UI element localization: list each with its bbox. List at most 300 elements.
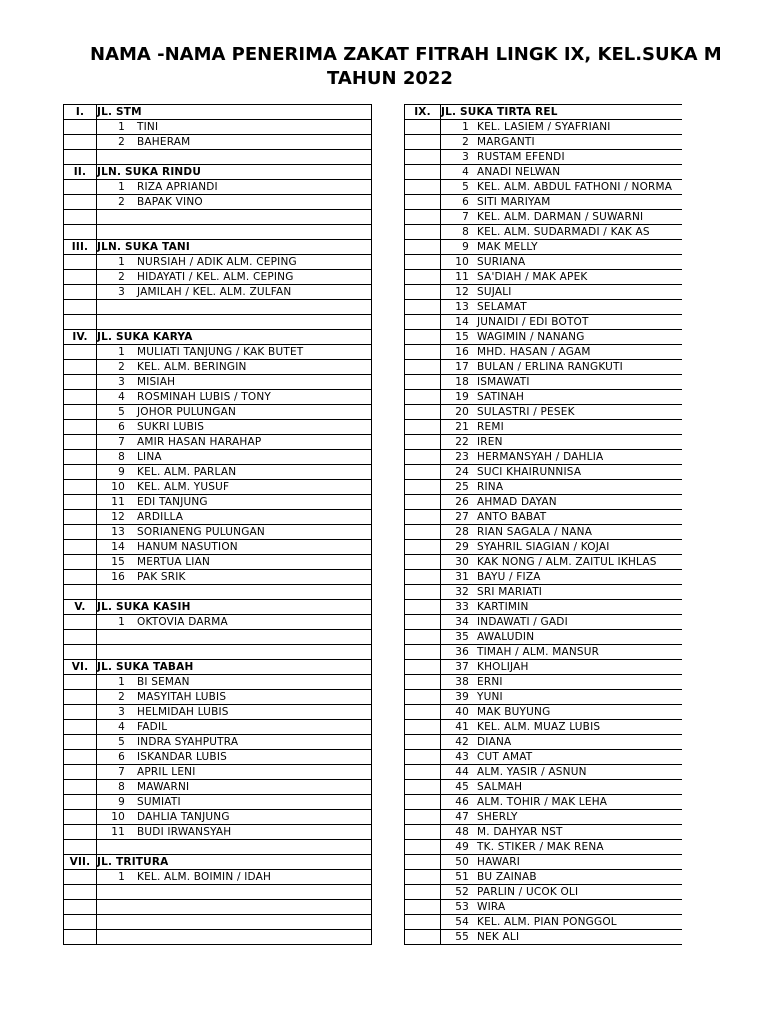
table-row	[64, 345, 683, 360]
right-entry	[441, 465, 683, 480]
right-section-number	[405, 225, 441, 240]
table-row	[64, 240, 683, 255]
left-roman: IV.	[72, 331, 88, 343]
table-row	[64, 390, 683, 405]
left-entry-number: 8	[118, 781, 125, 793]
right-entry-name: KHOLIJAH	[477, 661, 529, 673]
left-entry	[97, 420, 372, 435]
right-entry-name: SYAHRIL SIAGIAN / KOJAI	[477, 541, 610, 553]
left-entry	[97, 120, 372, 135]
left-street-heading: JLN. SUKA TANI	[97, 241, 191, 253]
right-entry-number: 23	[455, 451, 469, 463]
right-entry	[441, 135, 683, 150]
left-entry	[97, 525, 372, 540]
table-row	[64, 600, 683, 615]
right-section-number	[405, 525, 441, 540]
table-row	[64, 780, 683, 795]
right-section-number	[405, 285, 441, 300]
table-row	[64, 525, 683, 540]
right-entry	[441, 345, 683, 360]
left-entry	[97, 540, 372, 555]
right-entry-name: MAK MELLY	[477, 241, 538, 253]
left-entry-name: APRIL LENI	[137, 766, 196, 778]
left-entry-number: 16	[111, 571, 125, 583]
right-section-number	[405, 540, 441, 555]
table-row	[64, 135, 683, 150]
right-entry-name: KEL. ALM. DARMAN / SUWARNI	[477, 211, 644, 223]
column-gap	[372, 600, 405, 615]
right-entry-number: 7	[462, 211, 469, 223]
left-entry	[97, 345, 372, 360]
right-entry-number: 27	[455, 511, 469, 523]
table-row	[64, 510, 683, 525]
left-section-number	[64, 570, 97, 585]
left-entry	[97, 435, 372, 450]
left-roman: VII.	[69, 856, 91, 868]
column-gap	[372, 825, 405, 840]
left-section-number	[64, 330, 97, 345]
left-entry	[97, 690, 372, 705]
left-section-number	[64, 555, 97, 570]
left-entry	[97, 240, 372, 255]
left-entry	[97, 390, 372, 405]
column-gap	[372, 555, 405, 570]
right-entry-number: 26	[455, 496, 469, 508]
right-section-number	[405, 570, 441, 585]
left-section-number	[64, 150, 97, 165]
table-row	[64, 405, 683, 420]
column-gap	[372, 750, 405, 765]
left-entry-name: LINA	[137, 451, 162, 463]
right-entry-number: 16	[455, 346, 469, 358]
left-roman: III.	[71, 241, 89, 253]
column-gap	[372, 195, 405, 210]
column-gap	[372, 465, 405, 480]
right-entry	[441, 450, 683, 465]
right-section-number	[405, 660, 441, 675]
right-entry-number: 31	[455, 571, 469, 583]
recipient-table	[63, 104, 682, 945]
column-gap	[372, 840, 405, 855]
left-section-number	[64, 660, 97, 675]
left-entry	[97, 180, 372, 195]
right-section-number	[405, 330, 441, 345]
right-entry	[441, 330, 683, 345]
column-gap	[372, 120, 405, 135]
right-entry-number: 13	[455, 301, 469, 313]
left-entry	[97, 330, 372, 345]
right-entry	[441, 105, 683, 120]
right-entry-number: 47	[455, 811, 469, 823]
left-entry-number: 6	[118, 751, 125, 763]
right-section-number	[405, 600, 441, 615]
left-entry	[97, 735, 372, 750]
left-entry-number: 6	[118, 421, 125, 433]
right-section-number	[405, 855, 441, 870]
table-row	[64, 225, 683, 240]
left-roman: II.	[73, 166, 87, 178]
right-entry	[441, 540, 683, 555]
table-row	[64, 165, 683, 180]
right-entry	[441, 240, 683, 255]
table-row	[64, 465, 683, 480]
table-row	[64, 915, 683, 930]
table-row	[64, 675, 683, 690]
left-section-number	[64, 855, 97, 870]
left-entry-number: 8	[118, 451, 125, 463]
right-entry-name: TK. STIKER / MAK RENA	[477, 841, 604, 853]
left-section-number	[64, 420, 97, 435]
left-section-number	[64, 255, 97, 270]
column-gap	[372, 390, 405, 405]
column-gap	[372, 540, 405, 555]
left-section-number	[64, 180, 97, 195]
left-entry-name: AMIR HASAN HARAHAP	[137, 436, 262, 448]
table-row	[64, 375, 683, 390]
left-entry-number: 12	[111, 511, 125, 523]
right-entry-number: 4	[462, 166, 469, 178]
right-section-number	[405, 930, 441, 945]
right-entry-name: HAWARI	[477, 856, 521, 868]
table-row	[64, 300, 683, 315]
right-entry	[441, 630, 683, 645]
table-row	[64, 105, 683, 120]
right-entry-name: BULAN / ERLINA RANGKUTI	[477, 361, 623, 373]
column-gap	[372, 330, 405, 345]
table-row	[64, 930, 683, 945]
left-street-heading: JL. TRITURA	[97, 856, 169, 868]
right-entry-number: 28	[455, 526, 469, 538]
left-entry	[97, 900, 372, 915]
right-entry	[441, 765, 683, 780]
right-section-number	[405, 150, 441, 165]
column-gap	[372, 165, 405, 180]
left-entry-name: BAHERAM	[137, 136, 191, 148]
left-entry-number: 11	[111, 826, 125, 838]
table-row	[64, 660, 683, 675]
right-entry	[441, 435, 683, 450]
left-entry	[97, 165, 372, 180]
left-entry-number: 14	[111, 541, 125, 553]
table-row	[64, 195, 683, 210]
right-entry	[441, 255, 683, 270]
right-entry-number: 39	[455, 691, 469, 703]
right-entry-name: RIAN SAGALA / NANA	[477, 526, 593, 538]
left-section-number	[64, 630, 97, 645]
table-row	[64, 870, 683, 885]
left-section-number	[64, 930, 97, 945]
table-row	[64, 630, 683, 645]
column-gap	[372, 270, 405, 285]
column-gap	[372, 720, 405, 735]
left-entry	[97, 780, 372, 795]
right-section-number	[405, 840, 441, 855]
left-entry-number: 2	[118, 196, 125, 208]
right-section-number	[405, 825, 441, 840]
left-entry-name: EDI TANJUNG	[137, 496, 208, 508]
right-entry-name: KARTIMIN	[477, 601, 529, 613]
left-entry	[97, 705, 372, 720]
right-section-number	[405, 450, 441, 465]
right-entry-number: 44	[455, 766, 469, 778]
left-section-number	[64, 525, 97, 540]
left-street-heading: JL. SUKA TABAH	[97, 661, 194, 673]
left-section-number	[64, 825, 97, 840]
left-entry-number: 3	[118, 376, 125, 388]
left-section-number	[64, 405, 97, 420]
right-entry-name: HERMANSYAH / DAHLIA	[477, 451, 604, 463]
right-section-number	[405, 750, 441, 765]
right-entry-number: 10	[455, 256, 469, 268]
left-section-number	[64, 120, 97, 135]
left-section-number	[64, 600, 97, 615]
left-entry-number: 11	[111, 496, 125, 508]
right-entry-name: CUT AMAT	[477, 751, 533, 763]
right-entry-number: 3	[462, 151, 469, 163]
left-entry	[97, 465, 372, 480]
left-section-number	[64, 870, 97, 885]
table-row	[64, 255, 683, 270]
left-entry	[97, 135, 372, 150]
right-entry-name: KEL. ALM. MUAZ LUBIS	[477, 721, 601, 733]
column-gap	[372, 675, 405, 690]
right-entry-number: 49	[455, 841, 469, 853]
left-entry-name: NURSIAH / ADIK ALM. CEPING	[137, 256, 297, 268]
right-entry	[441, 735, 683, 750]
right-section-number	[405, 735, 441, 750]
left-entry-name: ARDILLA	[137, 511, 184, 523]
right-entry-name: DIANA	[477, 736, 512, 748]
right-entry-name: YUNI	[477, 691, 503, 703]
table-row	[64, 645, 683, 660]
right-section-number	[405, 900, 441, 915]
column-gap	[372, 570, 405, 585]
left-entry	[97, 105, 372, 120]
right-entry-name: AHMAD DAYAN	[477, 496, 557, 508]
right-section-number	[405, 255, 441, 270]
left-section-number	[64, 480, 97, 495]
left-entry-name: KEL. ALM. BOIMIN / IDAH	[137, 871, 272, 883]
table-row	[64, 705, 683, 720]
left-entry-name: MULIATI TANJUNG / KAK BUTET	[137, 346, 304, 358]
table-row	[64, 750, 683, 765]
column-gap	[372, 150, 405, 165]
table-row	[64, 585, 683, 600]
column-gap	[372, 495, 405, 510]
right-section-number	[405, 555, 441, 570]
right-entry-name: SALMAH	[477, 781, 523, 793]
left-entry	[97, 510, 372, 525]
left-entry-number: 1	[118, 346, 125, 358]
column-gap	[372, 240, 405, 255]
column-gap	[372, 285, 405, 300]
column-gap	[372, 765, 405, 780]
right-entry-number: 48	[455, 826, 469, 838]
right-entry	[441, 360, 683, 375]
right-entry-name: KEL. ALM. PIAN PONGGOL	[477, 916, 617, 928]
right-entry-number: 37	[455, 661, 469, 673]
column-gap	[372, 795, 405, 810]
left-entry-name: MERTUA LIAN	[137, 556, 211, 568]
left-section-number	[64, 195, 97, 210]
right-entry-number: 25	[455, 481, 469, 493]
left-section-number	[64, 240, 97, 255]
left-entry-name: PAK SRIK	[137, 571, 186, 583]
table-row	[64, 855, 683, 870]
right-entry	[441, 555, 683, 570]
right-entry-number: 43	[455, 751, 469, 763]
left-entry	[97, 405, 372, 420]
right-entry-name: AWALUDIN	[477, 631, 535, 643]
right-entry-name: BAYU / FIZA	[477, 571, 541, 583]
column-gap	[372, 735, 405, 750]
left-entry	[97, 555, 372, 570]
right-section-number	[405, 615, 441, 630]
right-entry-name: MARGANTI	[477, 136, 535, 148]
right-entry	[441, 675, 683, 690]
column-gap	[372, 435, 405, 450]
right-section-number	[405, 780, 441, 795]
table-row	[64, 450, 683, 465]
left-entry-name: ISKANDAR LUBIS	[137, 751, 227, 763]
left-entry	[97, 600, 372, 615]
right-section-number	[405, 345, 441, 360]
right-entry	[441, 585, 683, 600]
left-entry-number: 2	[118, 136, 125, 148]
right-entry-name: PARLIN / UCOK OLI	[477, 886, 579, 898]
right-section-number	[405, 180, 441, 195]
right-section-number	[405, 375, 441, 390]
right-entry-number: 5	[462, 181, 469, 193]
left-entry-number: 2	[118, 361, 125, 373]
right-entry-name: RUSTAM EFENDI	[477, 151, 565, 163]
left-entry-number: 5	[118, 736, 125, 748]
left-entry	[97, 480, 372, 495]
column-gap	[372, 210, 405, 225]
right-entry	[441, 645, 683, 660]
table-row	[64, 435, 683, 450]
left-entry	[97, 255, 372, 270]
right-entry-name: SHERLY	[477, 811, 518, 823]
right-entry	[441, 780, 683, 795]
left-entry-number: 10	[111, 481, 125, 493]
right-street-heading: JL. SUKA TIRTA REL	[441, 106, 558, 118]
left-entry-name: HIDAYATI / KEL. ALM. CEPING	[137, 271, 294, 283]
column-gap	[372, 780, 405, 795]
right-entry	[441, 930, 683, 945]
right-section-number	[405, 885, 441, 900]
left-entry-number: 1	[118, 616, 125, 628]
left-section-number	[64, 300, 97, 315]
left-entry	[97, 450, 372, 465]
left-entry-number: 7	[118, 436, 125, 448]
right-section-number	[405, 690, 441, 705]
right-entry-name: KEL. LASIEM / SYAFRIANI	[477, 121, 611, 133]
left-section-number	[64, 360, 97, 375]
left-entry	[97, 885, 372, 900]
right-entry-name: M. DAHYAR NST	[477, 826, 563, 838]
column-gap	[372, 420, 405, 435]
column-gap	[372, 645, 405, 660]
left-section-number	[64, 720, 97, 735]
right-entry-number: 55	[455, 931, 469, 943]
left-entry-name: HANUM NASUTION	[137, 541, 238, 553]
column-gap	[372, 345, 405, 360]
table-row	[64, 735, 683, 750]
left-entry-number: 9	[118, 796, 125, 808]
column-gap	[372, 525, 405, 540]
right-entry-name: WIRA	[477, 901, 506, 913]
right-section-number	[405, 210, 441, 225]
table-row	[64, 720, 683, 735]
left-entry-number: 1	[118, 256, 125, 268]
left-street-heading: JL. STM	[97, 106, 142, 118]
right-entry-number: 41	[455, 721, 469, 733]
left-section-number	[64, 345, 97, 360]
right-entry-number: 51	[455, 871, 469, 883]
left-section-number	[64, 840, 97, 855]
left-entry-number: 2	[118, 691, 125, 703]
column-gap	[372, 855, 405, 870]
right-section-number	[405, 390, 441, 405]
table-row	[64, 555, 683, 570]
right-entry	[441, 600, 683, 615]
right-section-number	[405, 480, 441, 495]
right-entry	[441, 150, 683, 165]
left-entry-number: 7	[118, 766, 125, 778]
left-entry	[97, 930, 372, 945]
right-entry-name: SRI MARIATI	[477, 586, 543, 598]
left-entry-number: 2	[118, 271, 125, 283]
right-roman: IX.	[414, 106, 431, 118]
column-gap	[372, 510, 405, 525]
right-entry	[441, 210, 683, 225]
left-entry	[97, 720, 372, 735]
left-section-number	[64, 705, 97, 720]
left-entry	[97, 360, 372, 375]
right-entry-name: ERNI	[477, 676, 503, 688]
right-entry	[441, 375, 683, 390]
left-entry	[97, 660, 372, 675]
left-entry	[97, 270, 372, 285]
left-entry	[97, 210, 372, 225]
left-entry-name: BAPAK VINO	[137, 196, 203, 208]
left-section-number	[64, 285, 97, 300]
left-entry-name: MAWARNI	[137, 781, 190, 793]
left-entry-name: SORIANENG PULUNGAN	[137, 526, 265, 538]
right-section-number	[405, 720, 441, 735]
right-section-number	[405, 240, 441, 255]
left-entry-name: RIZA APRIANDI	[137, 181, 218, 193]
left-entry	[97, 615, 372, 630]
left-entry	[97, 495, 372, 510]
right-entry	[441, 315, 683, 330]
column-gap	[372, 690, 405, 705]
right-entry-name: ALM. TOHIR / MAK LEHA	[477, 796, 608, 808]
right-section-number	[405, 465, 441, 480]
left-section-number	[64, 165, 97, 180]
right-entry-name: ISMAWATI	[477, 376, 530, 388]
left-section-number	[64, 390, 97, 405]
right-section-number	[405, 795, 441, 810]
right-entry	[441, 720, 683, 735]
column-gap	[372, 360, 405, 375]
right-entry-name: NEK ALI	[477, 931, 520, 943]
left-section-number	[64, 510, 97, 525]
column-gap	[372, 480, 405, 495]
left-entry	[97, 375, 372, 390]
left-entry-number: 3	[118, 706, 125, 718]
